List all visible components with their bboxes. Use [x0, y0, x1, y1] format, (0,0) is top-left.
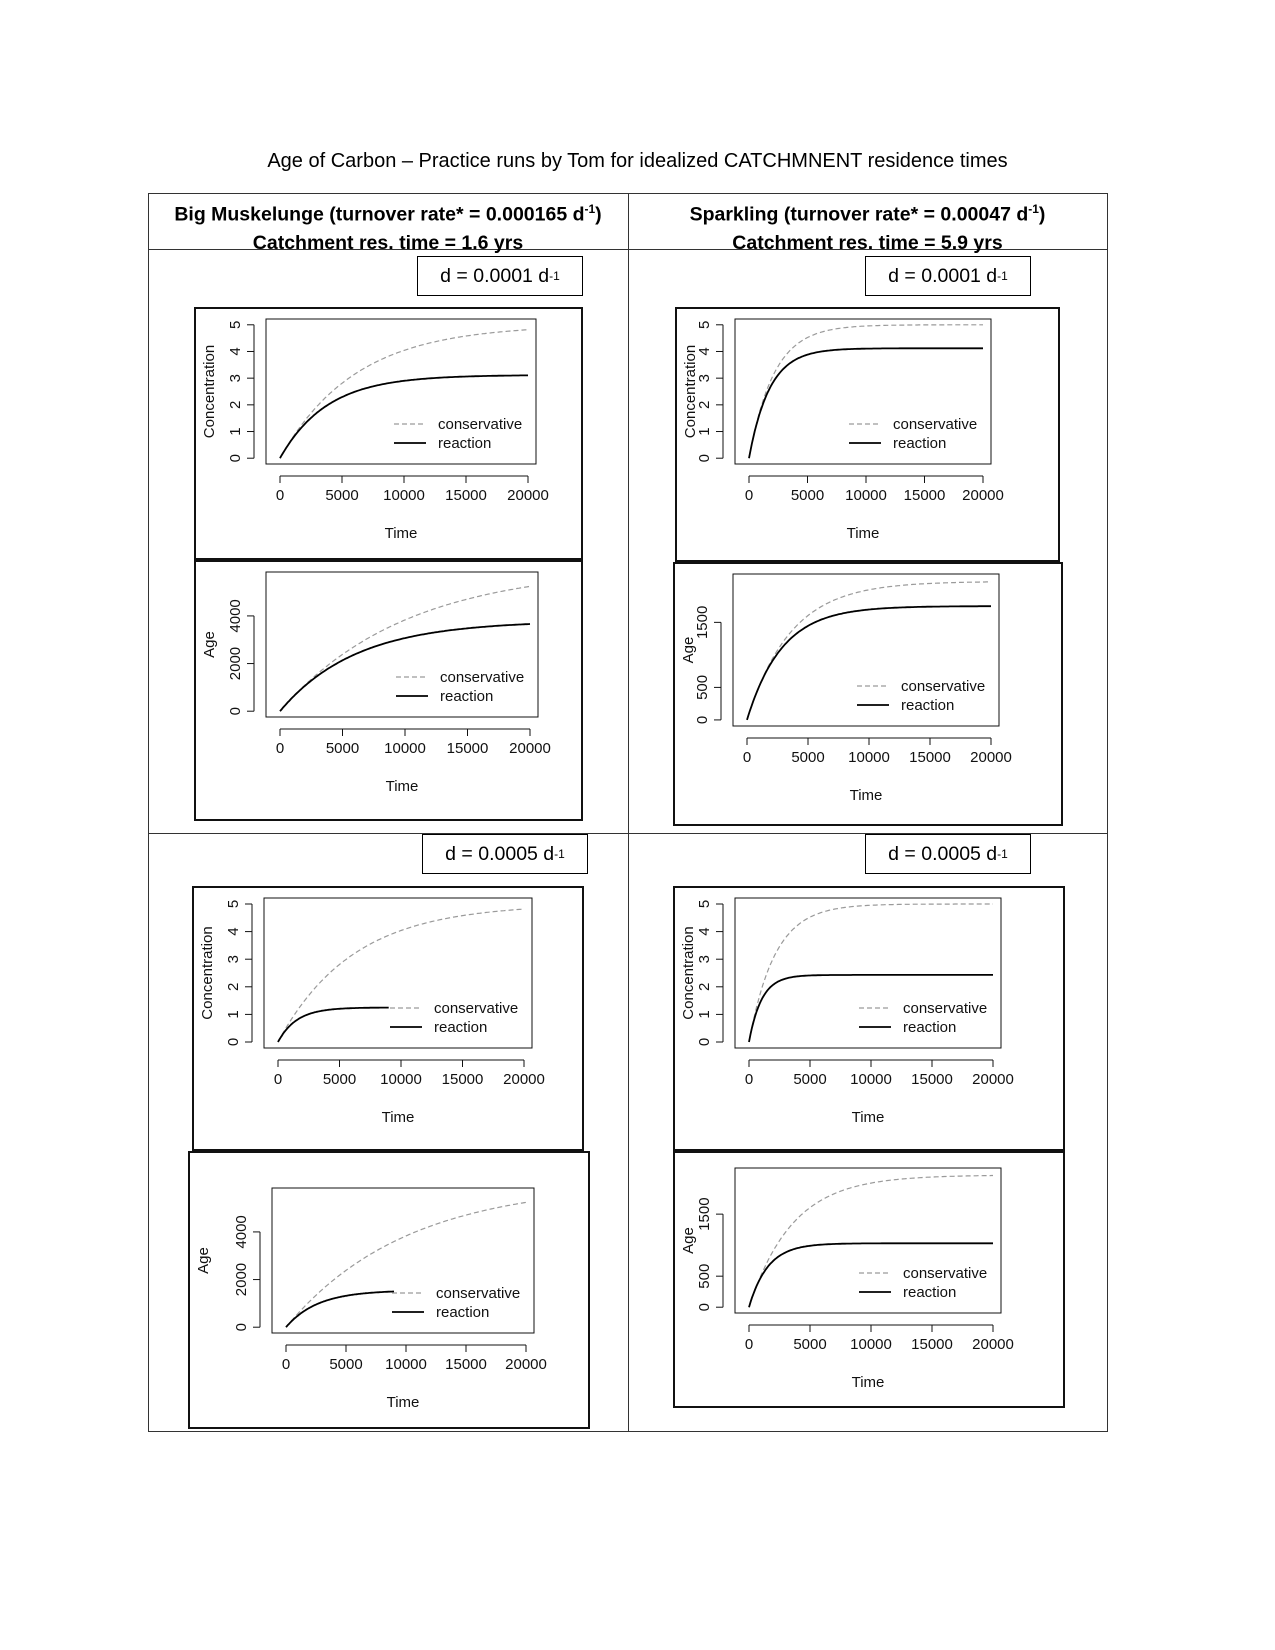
x-tick-label: 5000 [329, 1356, 363, 1373]
x-tick-label: 15000 [441, 1071, 484, 1088]
x-tick-label: 10000 [380, 1071, 422, 1088]
series-line-conservative [749, 325, 983, 458]
legend-label-reaction: reaction [440, 688, 494, 705]
series-line-conservative [286, 1202, 526, 1327]
d-label-box [422, 834, 588, 874]
table-border-left [148, 193, 149, 1432]
plot-area-border [733, 574, 999, 726]
table-border-right [1107, 193, 1108, 1432]
x-axis-label: Time [384, 525, 418, 542]
y-axis-label: Concentration [680, 926, 697, 1020]
x-tick-label: 10000 [845, 487, 887, 504]
chart-svg [675, 1153, 1067, 1410]
y-tick-label: 5 [226, 320, 244, 329]
chart-svg [194, 888, 586, 1153]
residence-time-label: Catchment res. time = 5.9 yrs [732, 231, 1003, 254]
d-label-box [865, 256, 1031, 296]
y-tick-label: 1 [695, 1010, 713, 1019]
x-tick-label: 5000 [791, 749, 825, 766]
column-header-big-muskelunge [148, 195, 628, 257]
x-axis-label: Time [381, 1109, 415, 1126]
legend-label-reaction: reaction [903, 1019, 957, 1036]
y-tick-label: 2 [224, 982, 242, 991]
y-tick-label: 2 [226, 400, 244, 410]
x-tick-label: 15000 [445, 487, 487, 504]
chart-svg [675, 888, 1067, 1153]
x-tick-label: 0 [273, 1071, 283, 1088]
d-label-box [865, 834, 1031, 874]
series-line-reaction [749, 348, 983, 458]
x-tick-label: 15000 [903, 487, 946, 504]
x-axis-label: Time [386, 1394, 420, 1411]
x-axis-label: Time [849, 787, 883, 804]
y-axis-label: Concentration [199, 926, 216, 1020]
y-tick-label: 2 [695, 982, 713, 991]
y-tick-label: 0 [226, 707, 244, 716]
x-tick-label: 20000 [962, 487, 1004, 504]
chart-frame [673, 562, 1063, 826]
chart-svg [190, 1153, 592, 1431]
chart-svg [675, 564, 1065, 828]
d-label-exponent: -1 [554, 847, 565, 861]
legend-label-conservative: conservative [901, 678, 986, 695]
x-tick-label: 5000 [325, 740, 360, 757]
exponent: -1 [1028, 202, 1039, 216]
y-tick-label: 3 [695, 373, 713, 383]
x-tick-label: 10000 [850, 1071, 892, 1088]
y-tick-label: 2000 [226, 646, 244, 681]
x-tick-label: 20000 [509, 740, 551, 757]
legend-label-conservative: conservative [903, 1000, 988, 1017]
y-tick-label: 4 [226, 347, 244, 356]
legend-label-reaction: reaction [893, 435, 947, 452]
y-tick-label: 0 [224, 1037, 242, 1047]
residence-time-label: Catchment res. time = 1.6 yrs [252, 231, 524, 254]
x-tick-label: 20000 [503, 1071, 545, 1088]
lake-label: Sparkling (turnover rate* = 0.00047 d [689, 203, 1029, 226]
x-tick-label: 5000 [322, 1071, 357, 1088]
series-line-conservative [749, 1176, 993, 1308]
y-tick-label: 500 [695, 1263, 713, 1289]
chart-frame [194, 307, 583, 560]
y-tick-label: 0 [695, 454, 713, 463]
series-line-conservative [747, 582, 991, 720]
x-tick-label: 10000 [850, 1336, 892, 1353]
x-tick-label: 0 [744, 1336, 754, 1353]
y-axis-label: Concentration [201, 344, 218, 439]
y-tick-label: 1500 [695, 1197, 713, 1231]
x-axis-label: Time [851, 1109, 885, 1126]
y-tick-label: 1500 [693, 605, 711, 640]
y-tick-label: 3 [695, 955, 713, 964]
y-axis-label: Age [201, 631, 218, 658]
x-tick-label: 0 [275, 740, 285, 757]
x-tick-label: 20000 [970, 749, 1012, 766]
column-header-sparkling [628, 195, 1107, 257]
y-axis-label: Concentration [682, 344, 699, 439]
x-tick-label: 10000 [848, 749, 890, 766]
table-column-divider [628, 193, 629, 1432]
y-axis-label: Age [195, 1247, 212, 1274]
d-label: d = 0.0001 d [888, 264, 998, 287]
y-tick-label: 2 [695, 400, 713, 410]
x-tick-label: 0 [742, 749, 752, 766]
chart-frame [675, 307, 1060, 562]
x-tick-label: 10000 [384, 740, 426, 757]
y-tick-label: 4000 [226, 599, 244, 633]
y-axis-label: Age [680, 636, 697, 664]
y-tick-label: 5 [695, 899, 713, 909]
chart-svg [196, 562, 585, 823]
legend-label-conservative: conservative [434, 1000, 519, 1017]
legend-label-conservative: conservative [436, 1285, 521, 1302]
d-label: d = 0.0001 d [440, 264, 550, 287]
exponent: -1 [584, 202, 596, 216]
lake-label-close: ) [1038, 203, 1046, 226]
legend-label-conservative: conservative [440, 669, 525, 686]
lake-label-close: ) [595, 203, 602, 226]
chart-frame [188, 1151, 590, 1429]
page-title: Age of Carbon – Practice runs by Tom for idealized CATCHMNENT residence times [267, 150, 1008, 172]
d-label: d = 0.0005 d [445, 842, 555, 865]
legend-label-conservative: conservative [893, 416, 978, 433]
legend-label-conservative: conservative [903, 1265, 988, 1282]
x-tick-label: 5000 [790, 487, 825, 504]
chart-frame [194, 560, 583, 821]
chart-frame [192, 886, 584, 1151]
x-tick-label: 5000 [793, 1071, 827, 1088]
x-tick-label: 20000 [972, 1336, 1014, 1353]
legend-label-reaction: reaction [436, 1304, 490, 1321]
series-line-reaction [747, 606, 991, 720]
x-axis-label: Time [846, 525, 880, 542]
y-tick-label: 0 [695, 1037, 713, 1047]
chart-frame [673, 886, 1065, 1151]
d-label-exponent: -1 [997, 847, 1008, 861]
y-tick-label: 4 [695, 927, 713, 936]
x-tick-label: 20000 [972, 1071, 1014, 1088]
x-tick-label: 10000 [383, 487, 425, 504]
plot-area-border [735, 898, 1001, 1048]
x-axis-label: Time [851, 1374, 885, 1391]
legend-label-reaction: reaction [901, 697, 955, 714]
x-tick-label: 0 [275, 487, 285, 504]
y-tick-label: 5 [224, 899, 242, 909]
series-line-conservative [749, 904, 993, 1042]
d-label: d = 0.0005 d [888, 842, 998, 865]
y-tick-label: 0 [695, 1303, 713, 1312]
legend-label-conservative: conservative [438, 416, 523, 433]
legend-label-reaction: reaction [438, 435, 492, 452]
y-tick-label: 500 [693, 674, 711, 700]
x-tick-label: 20000 [507, 487, 549, 504]
y-tick-label: 4 [695, 347, 713, 356]
y-tick-label: 1 [226, 427, 244, 436]
y-tick-label: 0 [232, 1323, 250, 1332]
y-tick-label: 0 [693, 715, 711, 725]
d-label-exponent: -1 [549, 269, 560, 283]
y-tick-label: 1 [224, 1010, 242, 1019]
y-tick-label: 4 [224, 927, 242, 936]
x-tick-label: 5000 [325, 487, 359, 504]
x-tick-label: 5000 [793, 1336, 827, 1353]
lake-label: Big Muskelunge (turnover rate* = 0.000165 d [174, 203, 585, 226]
y-tick-label: 0 [226, 454, 244, 463]
y-axis-label: Age [680, 1227, 697, 1254]
x-tick-label: 15000 [445, 1356, 487, 1373]
legend-label-reaction: reaction [434, 1019, 488, 1036]
legend-label-reaction: reaction [903, 1284, 957, 1301]
x-tick-label: 10000 [385, 1356, 427, 1373]
plot-area-border [264, 898, 532, 1048]
d-label-box [417, 256, 583, 296]
y-tick-label: 1 [695, 427, 713, 436]
y-tick-label: 4000 [232, 1215, 250, 1249]
d-label-exponent: -1 [997, 269, 1008, 283]
x-tick-label: 0 [744, 1071, 754, 1088]
chart-svg [196, 309, 585, 562]
chart-svg [677, 309, 1062, 564]
y-tick-label: 3 [224, 955, 242, 964]
x-tick-label: 15000 [911, 1336, 953, 1353]
y-tick-label: 3 [226, 373, 244, 383]
x-tick-label: 20000 [505, 1356, 547, 1373]
x-tick-label: 15000 [911, 1071, 953, 1088]
x-tick-label: 15000 [909, 749, 951, 766]
y-tick-label: 2000 [232, 1262, 250, 1297]
y-tick-label: 5 [695, 320, 713, 329]
x-tick-label: 15000 [446, 740, 489, 757]
series-line-reaction [278, 1008, 389, 1042]
x-tick-label: 0 [281, 1356, 291, 1373]
x-axis-label: Time [385, 778, 419, 795]
x-tick-label: 0 [744, 487, 754, 504]
chart-frame [673, 1151, 1065, 1408]
